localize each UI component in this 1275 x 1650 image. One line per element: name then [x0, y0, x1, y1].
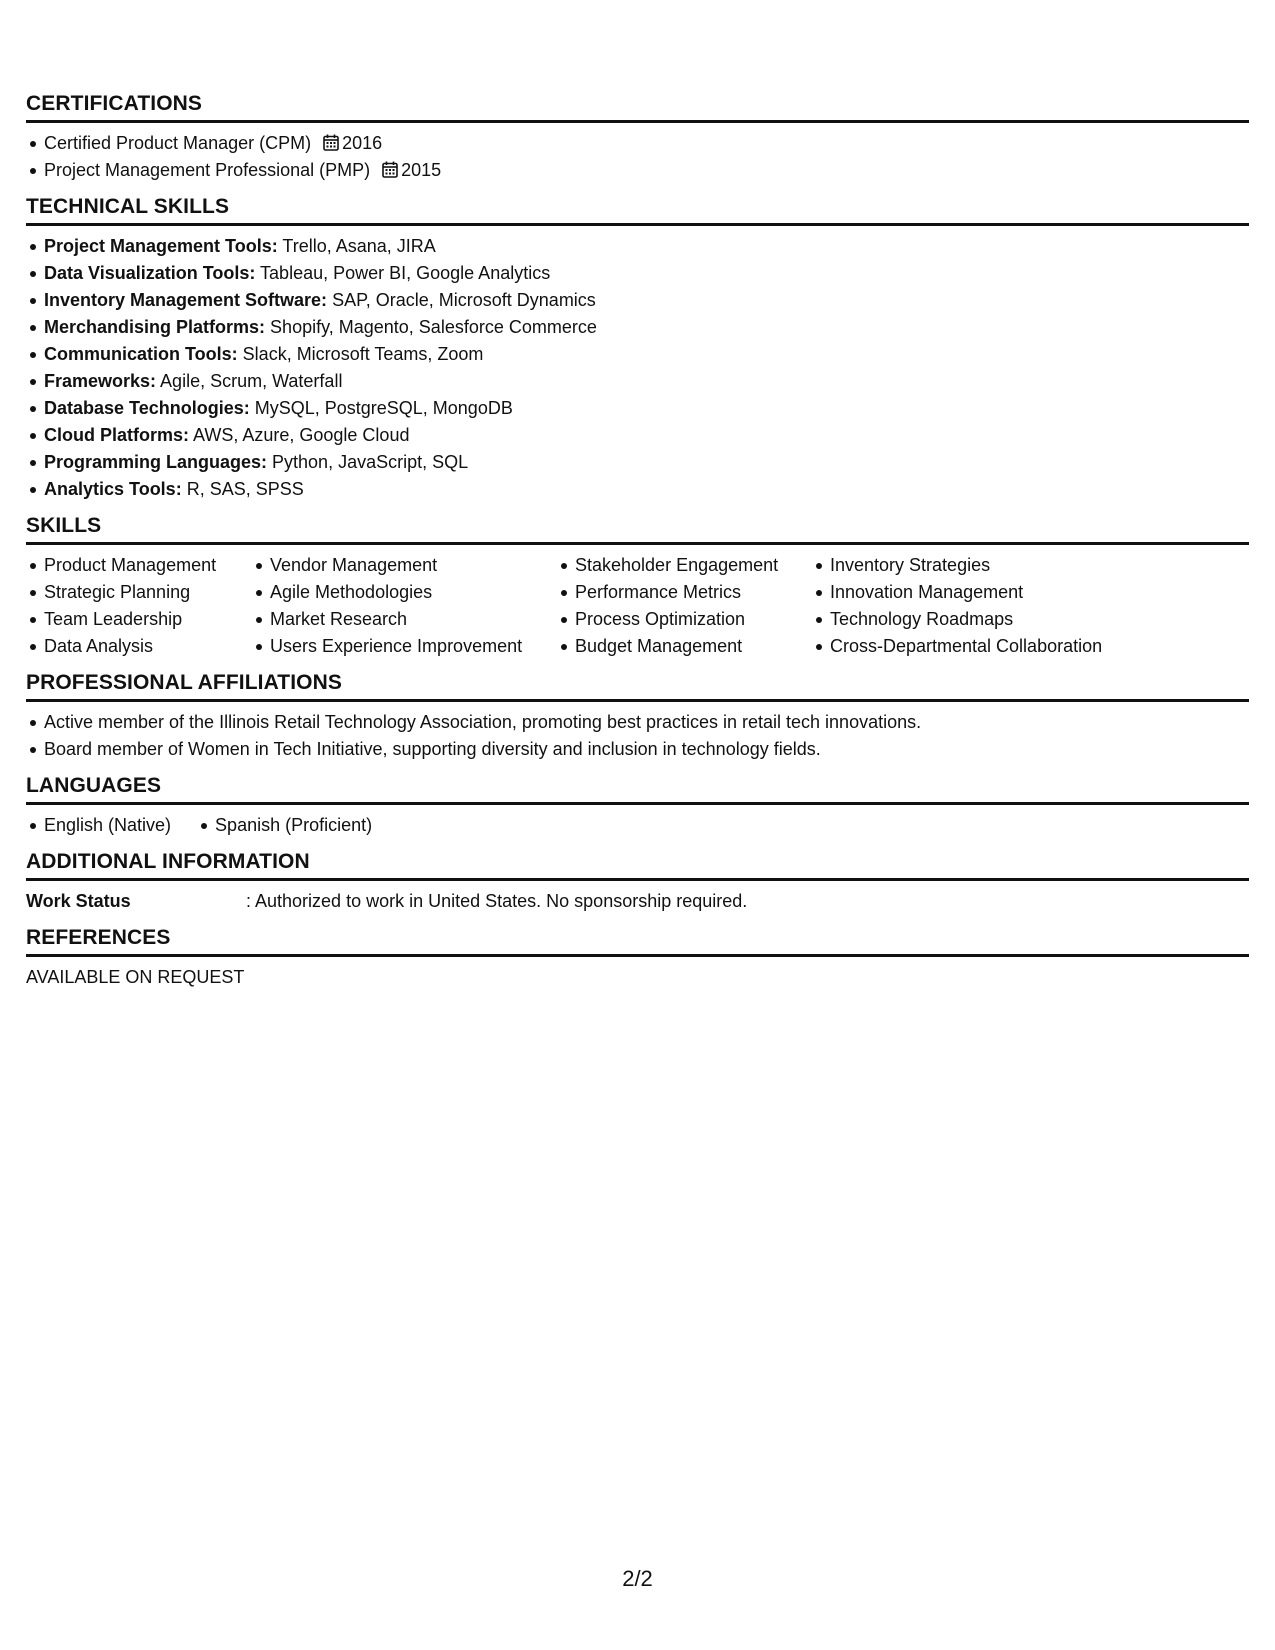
skill-tools: AWS, Azure, Google Cloud [189, 425, 410, 445]
certification-year: 2016 [342, 133, 383, 153]
skills-heading: SKILLS [26, 514, 1249, 545]
skills-column-3 [557, 552, 812, 660]
skill-category: Programming Languages: [44, 452, 268, 472]
languages-section [26, 774, 1249, 839]
certifications-section [26, 92, 1249, 184]
affiliations-list [26, 709, 1249, 763]
skill-tools: Shopify, Magento, Salesforce Commerce [265, 317, 597, 337]
affiliations-section [26, 671, 1249, 763]
skill-item: Technology Roadmaps [812, 606, 1132, 633]
references-text: AVAILABLE ON REQUEST [26, 967, 245, 987]
skill-item: Data Analysis [26, 633, 252, 660]
certification-name: Certified Product Manager (CPM) [44, 133, 312, 153]
skill-item: Innovation Management [812, 579, 1132, 606]
work-status-value: : Authorized to work in United States. No sponsorship required. [246, 891, 748, 911]
certification-name: Project Management Professional (PMP) [44, 160, 371, 180]
skill-category: Analytics Tools: [44, 479, 182, 499]
technical-skill-item [26, 341, 1249, 368]
skill-item: Process Optimization [557, 606, 812, 633]
technical-skill-item [26, 449, 1249, 476]
technical-skill-item [26, 287, 1249, 314]
technical-skill-item [26, 233, 1249, 260]
certifications-list [26, 130, 1249, 184]
skill-item: Team Leadership [26, 606, 252, 633]
skills-column-1 [26, 552, 252, 660]
skill-tools: MySQL, PostgreSQL, MongoDB [249, 398, 513, 418]
page-number: 2/2 [622, 1566, 653, 1591]
technical-skills-heading: TECHNICAL SKILLS [26, 195, 1249, 226]
skill-category: Database Technologies: [44, 398, 250, 418]
language-item: Spanish (Proficient) [197, 812, 372, 839]
skill-item: Market Research [252, 606, 557, 633]
work-status-row [26, 888, 1249, 915]
skill-item: Agile Methodologies [252, 579, 557, 606]
calendar-icon [323, 134, 339, 151]
languages-list [26, 812, 1249, 839]
language-item: English (Native) [26, 812, 171, 839]
skill-tools: R, SAS, SPSS [181, 479, 304, 499]
skill-category: Data Visualization Tools: [44, 263, 256, 283]
skills-column-4 [812, 552, 1132, 660]
skill-item: Vendor Management [252, 552, 557, 579]
technical-skill-item [26, 422, 1249, 449]
affiliation-item: Active member of the Illinois Retail Technology Association, promoting best practices in retail tech innovations. [26, 709, 1249, 736]
skill-item: Cross-Departmental Collaboration [812, 633, 1132, 660]
additional-info-section [26, 850, 1249, 915]
technical-skill-item [26, 476, 1249, 503]
affiliation-item: Board member of Women in Tech Initiative, supporting diversity and inclusion in technology fields. [26, 736, 1249, 763]
skill-category: Communication Tools: [44, 344, 238, 364]
skill-tools: Python, JavaScript, SQL [267, 452, 469, 472]
skill-item: Users Experience Improvement [252, 633, 557, 660]
certifications-heading: CERTIFICATIONS [26, 92, 1249, 123]
skill-tools: Tableau, Power BI, Google Analytics [255, 263, 551, 283]
work-status-label: Work Status [26, 891, 131, 911]
skill-item: Product Management [26, 552, 252, 579]
skill-tools: Slack, Microsoft Teams, Zoom [237, 344, 484, 364]
skill-item: Budget Management [557, 633, 812, 660]
certification-year: 2015 [401, 160, 442, 180]
skill-category: Project Management Tools: [44, 236, 278, 256]
skill-item: Stakeholder Engagement [557, 552, 812, 579]
skill-category: Cloud Platforms: [44, 425, 190, 445]
skill-item: Strategic Planning [26, 579, 252, 606]
skill-tools: Agile, Scrum, Waterfall [156, 371, 343, 391]
resume-page [26, 92, 1249, 1002]
technical-skill-item [26, 395, 1249, 422]
skill-category: Frameworks: [44, 371, 157, 391]
skill-tools: SAP, Oracle, Microsoft Dynamics [327, 290, 596, 310]
skill-item: Performance Metrics [557, 579, 812, 606]
skill-category: Inventory Management Software: [44, 290, 328, 310]
skills-section [26, 514, 1249, 660]
references-heading: REFERENCES [26, 926, 1249, 957]
skill-item: Inventory Strategies [812, 552, 1132, 579]
skill-category: Merchandising Platforms: [44, 317, 266, 337]
calendar-icon [382, 161, 398, 178]
references-section [26, 926, 1249, 991]
skill-tools: Trello, Asana, JIRA [277, 236, 436, 256]
technical-skill-item [26, 260, 1249, 287]
languages-heading: LANGUAGES [26, 774, 1249, 805]
additional-info-heading: ADDITIONAL INFORMATION [26, 850, 1249, 881]
technical-skills-section [26, 195, 1249, 503]
technical-skill-item [26, 314, 1249, 341]
skills-columns [26, 552, 1249, 660]
technical-skills-list [26, 233, 1249, 503]
skills-column-2 [252, 552, 557, 660]
certification-item [26, 157, 1249, 184]
certification-item [26, 130, 1249, 157]
technical-skill-item [26, 368, 1249, 395]
affiliations-heading: PROFESSIONAL AFFILIATIONS [26, 671, 1249, 702]
